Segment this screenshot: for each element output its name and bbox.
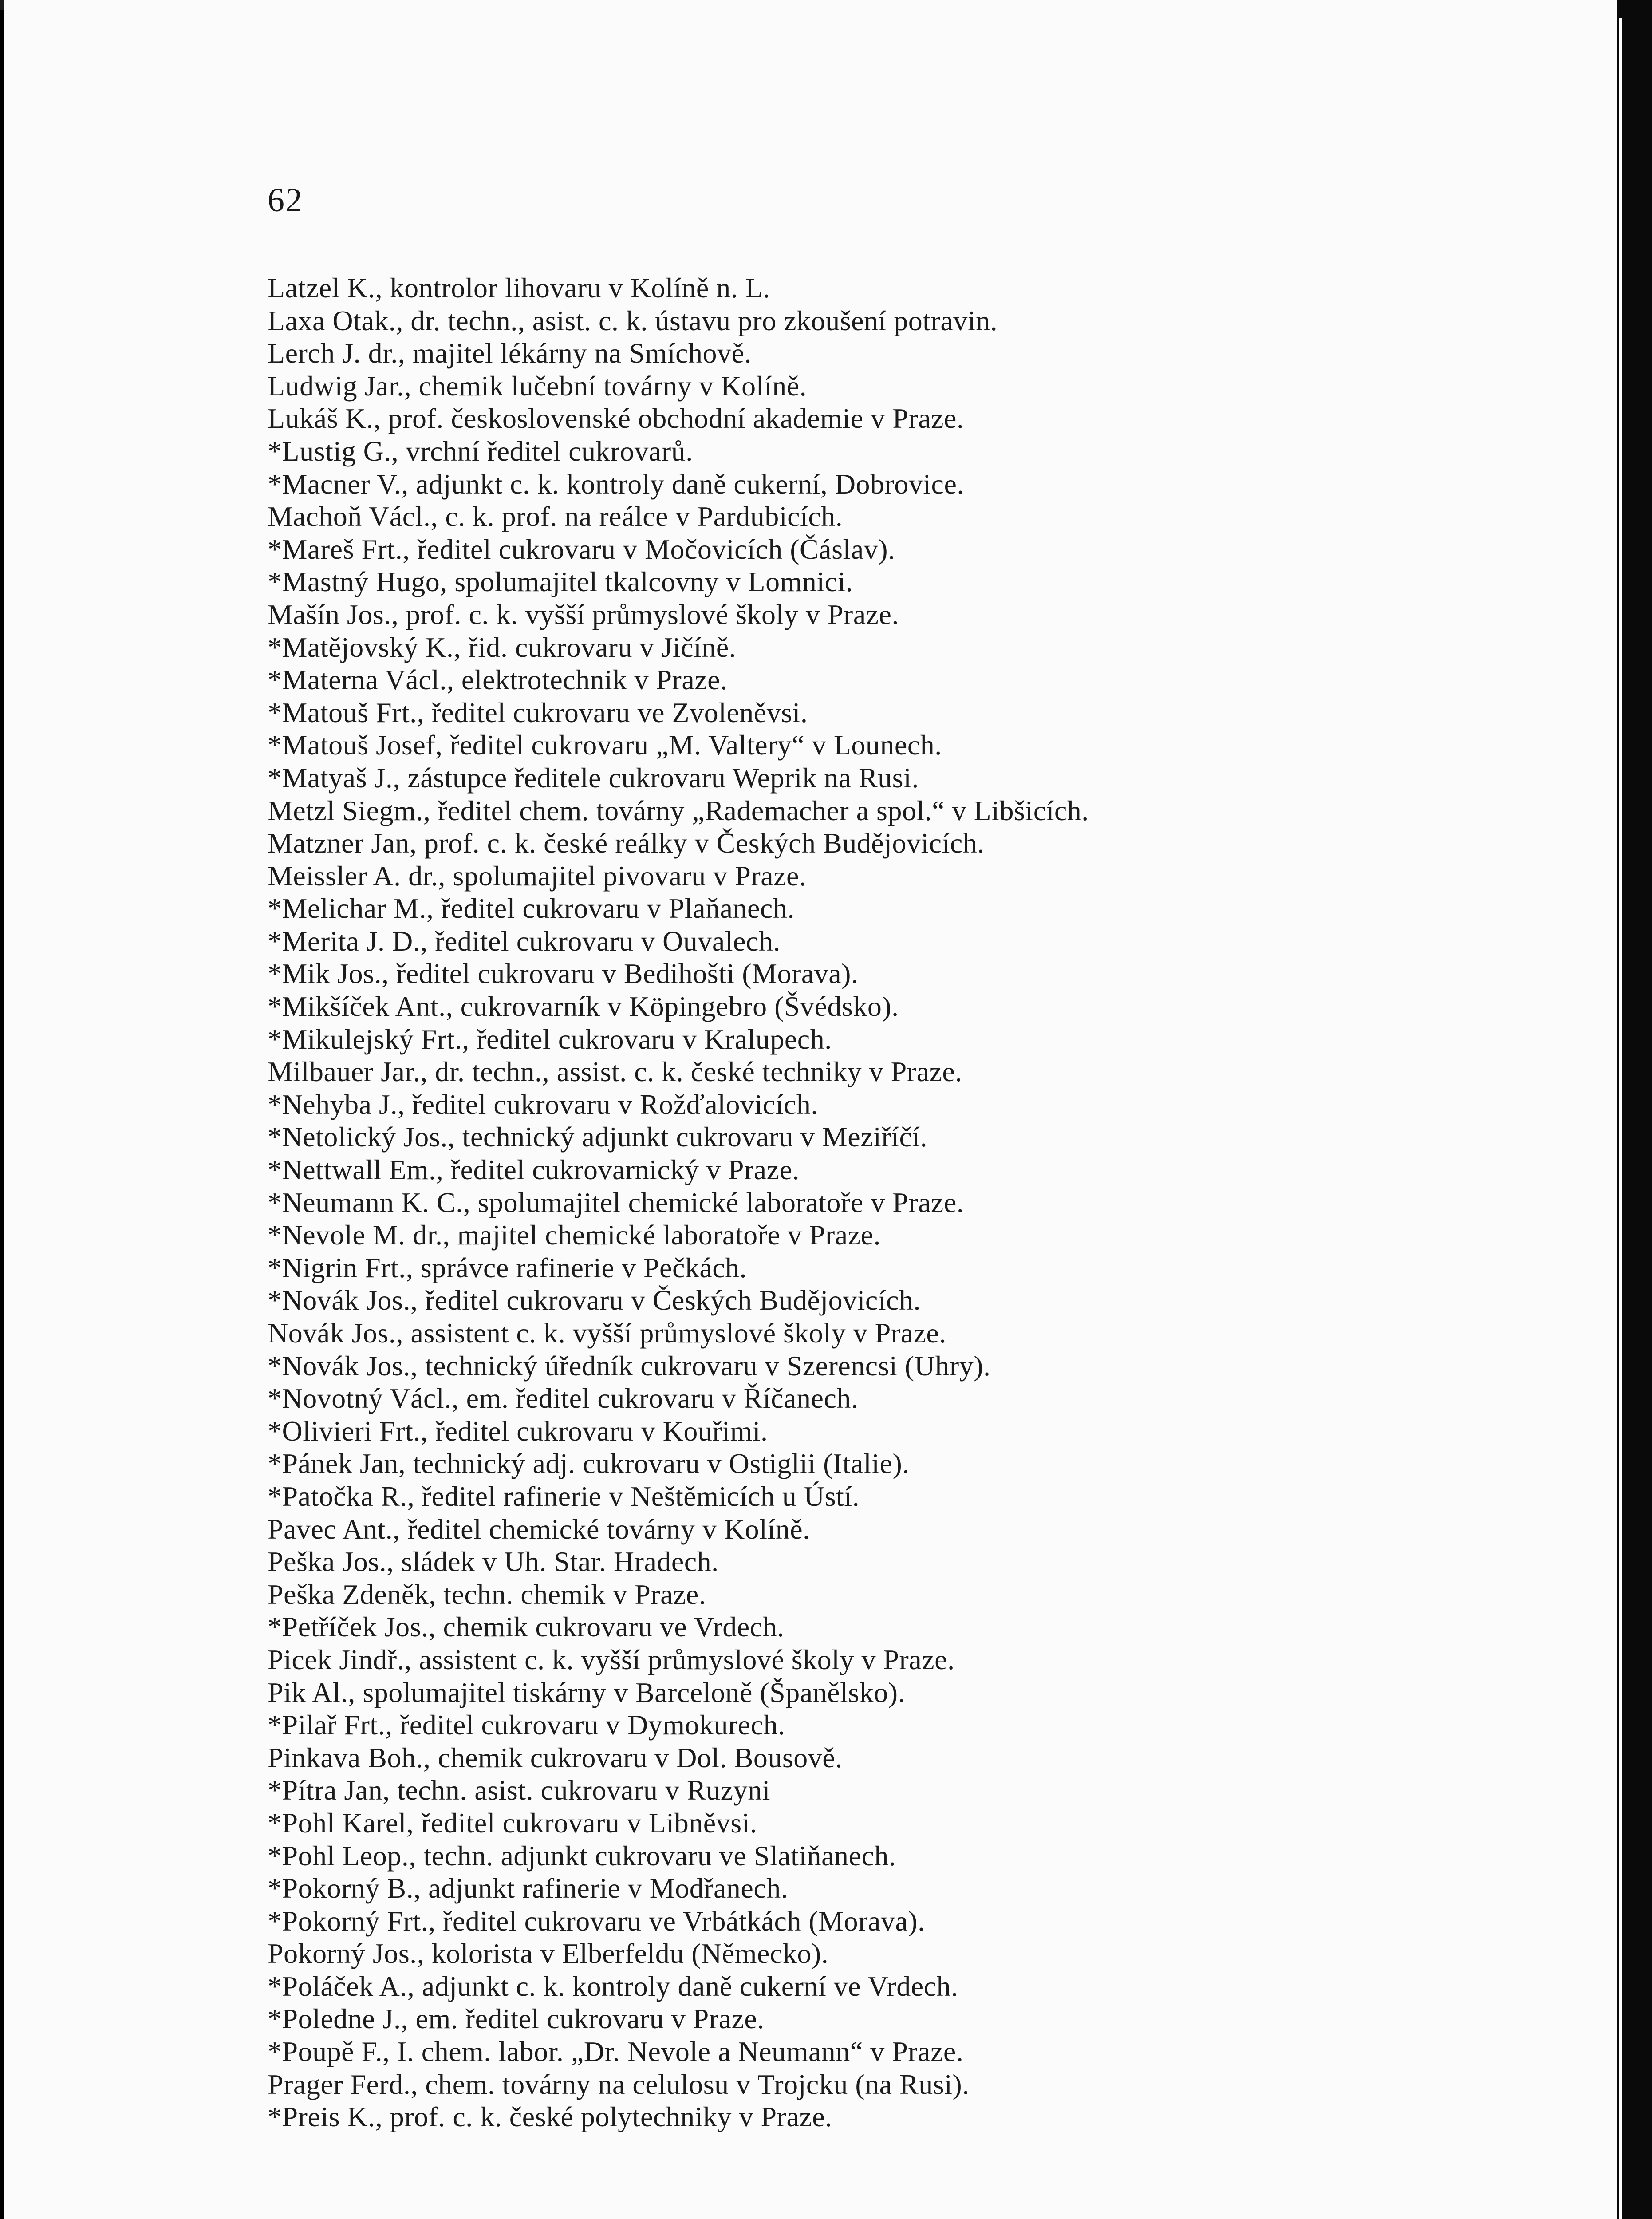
- directory-entry: Machoň Václ., c. k. prof. na reálce v Pardubicích.: [268, 501, 843, 533]
- directory-entry: Metzl Siegm., ředitel chem. továrny „Rademacher a spol.“ v Libšicích.: [268, 794, 1089, 826]
- directory-entry: *Lustig G., vrchní ředitel cukrovarů.: [268, 435, 693, 467]
- directory-entry: *Matějovský K., řid. cukrovaru v Jičíně.: [268, 631, 737, 663]
- directory-entry: Milbauer Jar., dr. techn., assist. c. k. české techniky v Praze.: [268, 1056, 962, 1088]
- directory-entry: *Matouš Josef, ředitel cukrovaru „M. Valtery“ v Lounech.: [268, 729, 942, 761]
- directory-entry: *Neumann K. C., spolumajitel chemické laboratoře v Praze.: [268, 1186, 964, 1218]
- directory-list: [268, 272, 1089, 2133]
- directory-entry: *Matouš Frt., ředitel cukrovaru ve Zvoleněvsi.: [268, 696, 808, 728]
- directory-entry: Lukáš K., prof. československé obchodní akademie v Praze.: [268, 403, 964, 434]
- directory-entry: *Pánek Jan, technický adj. cukrovaru v Ostiglii (Italie).: [268, 1448, 910, 1480]
- directory-entry: Peška Jos., sládek v Uh. Star. Hradech.: [268, 1546, 719, 1578]
- directory-entry: *Macner V., adjunkt c. k. kontroly daně cukerní, Dobrovice.: [268, 468, 964, 500]
- directory-entry: *Mareš Frt., ředitel cukrovaru v Močovicích (Čáslav).: [268, 533, 895, 565]
- directory-entry: Lerch J. dr., majitel lékárny na Smíchově.: [268, 337, 752, 369]
- directory-entry: Laxa Otak., dr. techn., asist. c. k. ústavu pro zkoušení potravin.: [268, 304, 998, 336]
- directory-entry: *Novák Jos., technický úředník cukrovaru v Szerencsi (Uhry).: [268, 1350, 991, 1382]
- directory-entry: *Nehyba J., ředitel cukrovaru v Rožďalovicích.: [268, 1088, 818, 1120]
- directory-entry: *Pokorný B., adjunkt rafinerie v Modřanech.: [268, 1872, 789, 1904]
- directory-entry: *Poupě F., I. chem. labor. „Dr. Nevole a Neumann“ v Praze.: [268, 2036, 964, 2068]
- directory-entry: *Preis K., prof. c. k. české polytechniky v Praze.: [268, 2101, 832, 2133]
- directory-entry: *Mikšíček Ant., cukrovarník v Köpingebro (Švédsko).: [268, 991, 899, 1023]
- directory-entry: Peška Zdeněk, techn. chemik v Praze.: [268, 1578, 706, 1610]
- directory-entry: *Melichar M., ředitel cukrovaru v Plaňanech.: [268, 892, 795, 924]
- directory-entry: *Patočka R., ředitel rafinerie v Neštěmicích u Ústí.: [268, 1480, 860, 1512]
- directory-entry: *Nettwall Em., ředitel cukrovarnický v Praze.: [268, 1154, 800, 1186]
- directory-entry: Prager Ferd., chem. továrny na celulosu v Trojcku (na Rusi).: [268, 2068, 970, 2100]
- directory-entry: *Mikulejský Frt., ředitel cukrovaru v Kralupech.: [268, 1023, 832, 1055]
- directory-entry: *Pítra Jan, techn. asist. cukrovaru v Ruzyni: [268, 1774, 770, 1806]
- directory-entry: *Matyaš J., zástupce ředitele cukrovaru Weprik na Rusi.: [268, 762, 919, 794]
- directory-entry: *Merita J. D., ředitel cukrovaru v Ouvalech.: [268, 925, 781, 957]
- directory-entry: Mašín Jos., prof. c. k. vyšší průmyslové školy v Praze.: [268, 598, 899, 630]
- directory-entry: *Nigrin Frt., správce rafinerie v Pečkách.: [268, 1252, 747, 1283]
- directory-entry: Pavec Ant., ředitel chemické továrny v Kolíně.: [268, 1513, 810, 1545]
- directory-entry: *Pohl Karel, ředitel cukrovaru v Libněvsi.: [268, 1807, 757, 1839]
- directory-entry: *Pokorný Frt., ředitel cukrovaru ve Vrbátkách (Morava).: [268, 1905, 925, 1937]
- directory-entry: *Pohl Leop., techn. adjunkt cukrovaru ve Slatiňanech.: [268, 1840, 896, 1872]
- directory-entry: Matzner Jan, prof. c. k. české reálky v Českých Budějovicích.: [268, 827, 985, 859]
- directory-entry: *Mik Jos., ředitel cukrovaru v Bedihošti (Morava).: [268, 958, 859, 990]
- book-page: [4, 0, 1617, 2219]
- directory-entry: Novák Jos., assistent c. k. vyšší průmyslové školy v Praze.: [268, 1317, 946, 1349]
- directory-entry: *Pilař Frt., ředitel cukrovaru v Dymokurech.: [268, 1709, 785, 1741]
- directory-entry: *Poláček A., adjunkt c. k. kontroly daně cukerní ve Vrdech.: [268, 1970, 958, 2002]
- page-number: 62: [268, 182, 303, 219]
- directory-entry: Latzel K., kontrolor lihovaru v Kolíně n. L.: [268, 272, 770, 304]
- directory-entry: Pinkava Boh., chemik cukrovaru v Dol. Bousově.: [268, 1741, 843, 1773]
- directory-entry: *Novák Jos., ředitel cukrovaru v Českých Budějovicích.: [268, 1284, 921, 1316]
- directory-entry: Meissler A. dr., spolumajitel pivovaru v Praze.: [268, 860, 807, 892]
- directory-entry: *Netolický Jos., technický adjunkt cukrovaru v Meziříčí.: [268, 1121, 928, 1153]
- directory-entry: *Olivieri Frt., ředitel cukrovaru v Kouřimi.: [268, 1415, 768, 1447]
- directory-entry: Picek Jindř., assistent c. k. vyšší průmyslové školy v Praze.: [268, 1643, 955, 1675]
- directory-entry: *Petříček Jos., chemik cukrovaru ve Vrdech.: [268, 1611, 785, 1643]
- directory-entry: Ludwig Jar., chemik lučební továrny v Kolíně.: [268, 370, 807, 402]
- directory-entry: Pik Al., spolumajitel tiskárny v Barceloně (Španělsko).: [268, 1676, 906, 1708]
- directory-entry: *Materna Václ., elektrotechnik v Praze.: [268, 664, 728, 696]
- directory-entry: *Nevole M. dr., majitel chemické laboratoře v Praze.: [268, 1219, 881, 1251]
- directory-entry: Pokorný Jos., kolorista v Elberfeldu (Německo).: [268, 1938, 829, 1970]
- directory-entry: *Novotný Václ., em. ředitel cukrovaru v Říčanech.: [268, 1382, 859, 1414]
- directory-entry: *Poledne J., em. ředitel cukrovaru v Praze.: [268, 2003, 765, 2035]
- directory-entry: *Mastný Hugo, spolumajitel tkalcovny v Lomnici.: [268, 566, 853, 598]
- scan-right-line: [1619, 18, 1622, 2219]
